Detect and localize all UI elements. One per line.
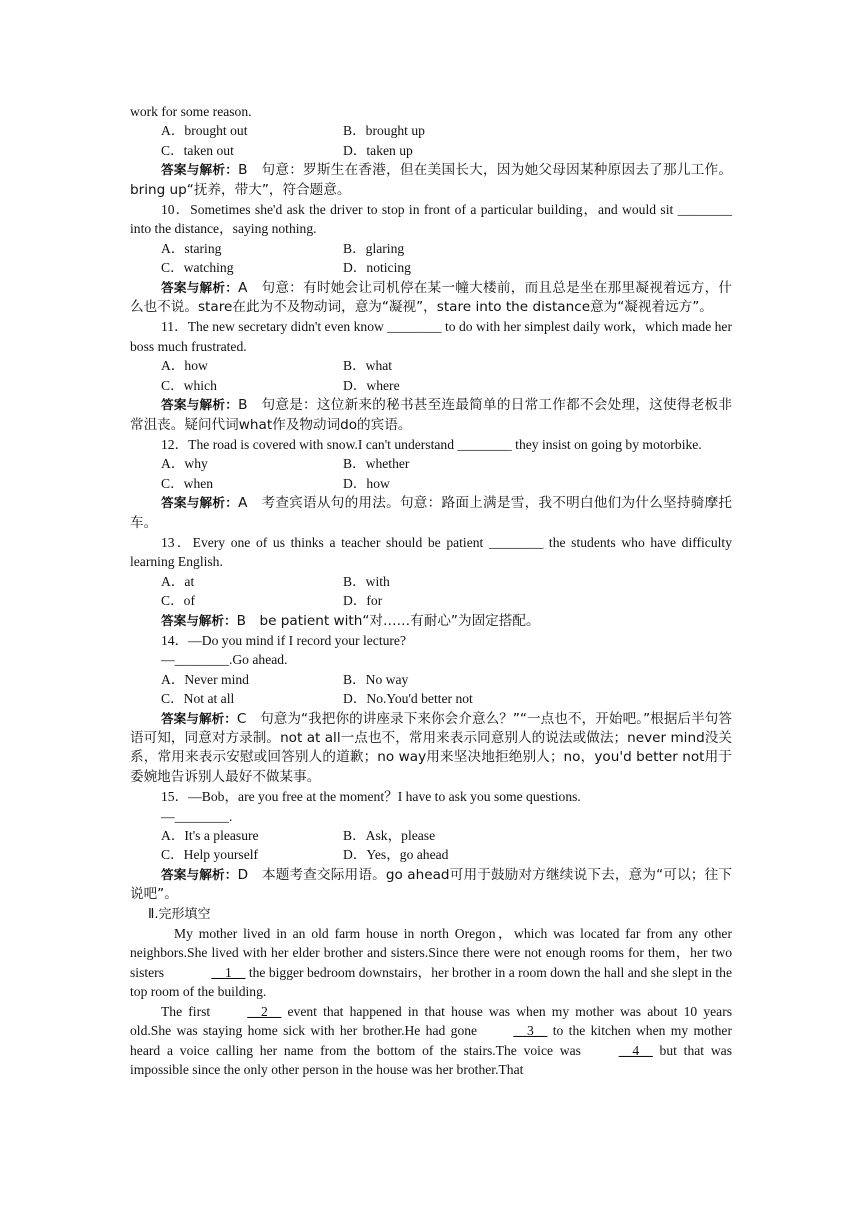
- question-12-options-row-2: [130, 474, 732, 493]
- cloze-paragraph-2: [130, 1002, 732, 1080]
- question-14-options-row-1: [130, 670, 732, 689]
- question-14-reply: —________.Go ahead.: [161, 652, 288, 668]
- question-10-options-row-2: [130, 258, 732, 277]
- option-c: C．taken out: [161, 142, 234, 158]
- question-15-options-row-2: [130, 845, 732, 864]
- option-d: D．taken up: [343, 142, 413, 158]
- question-15-reply: —________.: [161, 808, 233, 824]
- option-b: B．whether: [343, 456, 410, 472]
- analysis-label: 答案与解析：: [161, 866, 238, 882]
- analysis-text: A 考查宾语从句的用法。句意：路面上满是雪，我不明白他们为什么坚持骑摩托车。: [130, 495, 733, 531]
- question-10-analysis: [130, 278, 732, 318]
- question-12-options-row-1: [130, 454, 732, 473]
- option-c: C．when: [161, 475, 214, 491]
- option-d: D．how: [343, 475, 390, 491]
- cloze-blank-2: __2__: [247, 1003, 282, 1019]
- cloze-blank-3: __3__: [513, 1023, 548, 1039]
- option-b: B．Ask，please: [343, 828, 436, 844]
- passage-text: the bigger bedroom downstairs，her brother in a room down the hall and she slept in the top room of the building.: [130, 964, 732, 1000]
- question-14-analysis: [130, 709, 732, 788]
- option-b: B．brought up: [343, 123, 425, 139]
- question-11-stem: 11．The new secretary didn't even know ________ to do with her simplest daily work，which made her boss much frustrated.: [130, 319, 732, 354]
- question-14-options-row-2: [130, 689, 732, 708]
- cloze-paragraph-1: [130, 924, 732, 1002]
- question-9-fragment: work for some reason.: [130, 104, 252, 119]
- question-13-options-row-2: [130, 591, 732, 610]
- passage-text: to the kitchen when my mother heard a voice calling her name from the bottom of the stairs.The voice was: [130, 1023, 732, 1058]
- question-11-options-row-2: [130, 376, 732, 395]
- question-15-analysis: [130, 865, 732, 905]
- analysis-text: B be patient with“对……有耐心”为固定搭配。: [236, 612, 540, 629]
- option-a: A．why: [161, 456, 208, 472]
- question-15-stem: 15．—Bob，are you free at the moment？I have to ask you some questions.: [161, 789, 581, 805]
- question-9-options-row-1: [130, 121, 732, 140]
- analysis-text: D 本题考查交际用语。go ahead可用于鼓励对方继续说下去，意为“可以；往下说吧”。: [130, 866, 732, 903]
- passage-text: My mother lived in an old farm house in north Oregon，which was located far from any other neighbors.She lived with her elder brother and sisters.Since there were not enough rooms for them，her two sisters: [130, 926, 732, 980]
- option-d: D．Yes，go ahead: [343, 847, 449, 863]
- analysis-text: C 句意为“我把你的讲座录下来你会介意么？”“一点也不，开始吧。”根据后半句答语可知，同意对方录制。not at all一点也不，常用来表示同意别人的说法或做法；never mind没关系，常用来表示安慰或回答别人的道歉；no way用来坚决地拒绝别人；no，you'd better not用于委婉地告诉别人最好不做某事。: [130, 710, 733, 785]
- option-a: A．brought out: [161, 123, 248, 139]
- option-b: B．what: [343, 358, 393, 374]
- question-11-options-row-1: [130, 356, 732, 375]
- question-15-options-row-1: [130, 826, 732, 845]
- cloze-blank-4: __4__: [618, 1042, 653, 1058]
- analysis-text: B 句意是：这位新来的秘书甚至连最简单的日常工作都不会处理，这使得老板非常沮丧。疑问代词what作及物动词do的宾语。: [130, 397, 732, 433]
- section-heading: Ⅱ.完形填空: [148, 906, 211, 922]
- option-c: C．watching: [161, 260, 234, 276]
- analysis-label: 答案与解析：: [161, 495, 239, 511]
- analysis-label: 答案与解析：: [161, 162, 239, 178]
- option-a: A．staring: [161, 240, 222, 256]
- question-14-stem: 14．—Do you mind if I record your lecture?: [161, 632, 406, 648]
- cloze-blank-1: __1__: [211, 964, 246, 980]
- analysis-label: 答案与解析：: [161, 397, 239, 413]
- option-d: D．where: [343, 377, 400, 393]
- analysis-label: 答案与解析：: [161, 612, 237, 628]
- question-9-options-row-2: [130, 141, 732, 160]
- option-a: A．Never mind: [161, 671, 249, 687]
- document-page: [130, 102, 732, 1079]
- question-9-analysis: [130, 160, 732, 200]
- passage-text: event that happened in that house was when my mother was about 10 years old.She was staying home sick with her brother.He had gone: [130, 1003, 733, 1039]
- question-10-stem: 10．Sometimes she'd ask the driver to stop in front of a particular building，and would sit ________ into the distance，saying nothing.: [130, 202, 732, 237]
- option-c: C．which: [161, 377, 217, 393]
- option-c: C．of: [161, 593, 195, 609]
- question-13-analysis: [130, 611, 732, 631]
- option-a: A．It's a pleasure: [161, 828, 259, 844]
- analysis-label: 答案与解析：: [161, 279, 239, 295]
- passage-text: but that was impossible since the only other person in the house was her brother.That: [130, 1042, 732, 1077]
- option-a: A．how: [161, 358, 208, 374]
- analysis-label: 答案与解析：: [161, 710, 237, 726]
- option-d: D．noticing: [343, 260, 411, 276]
- option-b: B．glaring: [343, 240, 405, 256]
- option-d: D．No.You'd better not: [343, 691, 473, 707]
- option-c: C．Help yourself: [161, 847, 259, 863]
- question-11-analysis: [130, 395, 732, 435]
- option-b: B．with: [343, 573, 390, 589]
- question-13-options-row-1: [130, 572, 732, 591]
- option-b: B．No way: [343, 671, 409, 687]
- question-13-stem: 13．Every one of us thinks a teacher should be patient ________ the students who have difficulty learning English.: [130, 534, 732, 570]
- question-12-stem: 12．The road is covered with snow.I can't understand ________ they insist on going by motorbike.: [161, 436, 702, 452]
- question-12-analysis: [130, 493, 732, 533]
- passage-text: The first: [161, 1003, 211, 1019]
- option-c: C．Not at all: [161, 691, 235, 707]
- analysis-text: B 句意：罗斯生在香港，但在美国长大，因为她父母因某种原因去了那儿工作。bring up“抚养，带大”，符合题意。: [130, 162, 732, 198]
- option-a: A．at: [161, 573, 195, 589]
- question-10-options-row-1: [130, 239, 732, 258]
- option-d: D．for: [343, 593, 383, 609]
- analysis-text: A 句意：有时她会让司机停在某一幢大楼前，而且总是坐在那里凝视着远方，什么也不说。stare在此为不及物动词，意为“凝视”，stare into the distance意为“凝视着远方”。: [130, 279, 733, 316]
